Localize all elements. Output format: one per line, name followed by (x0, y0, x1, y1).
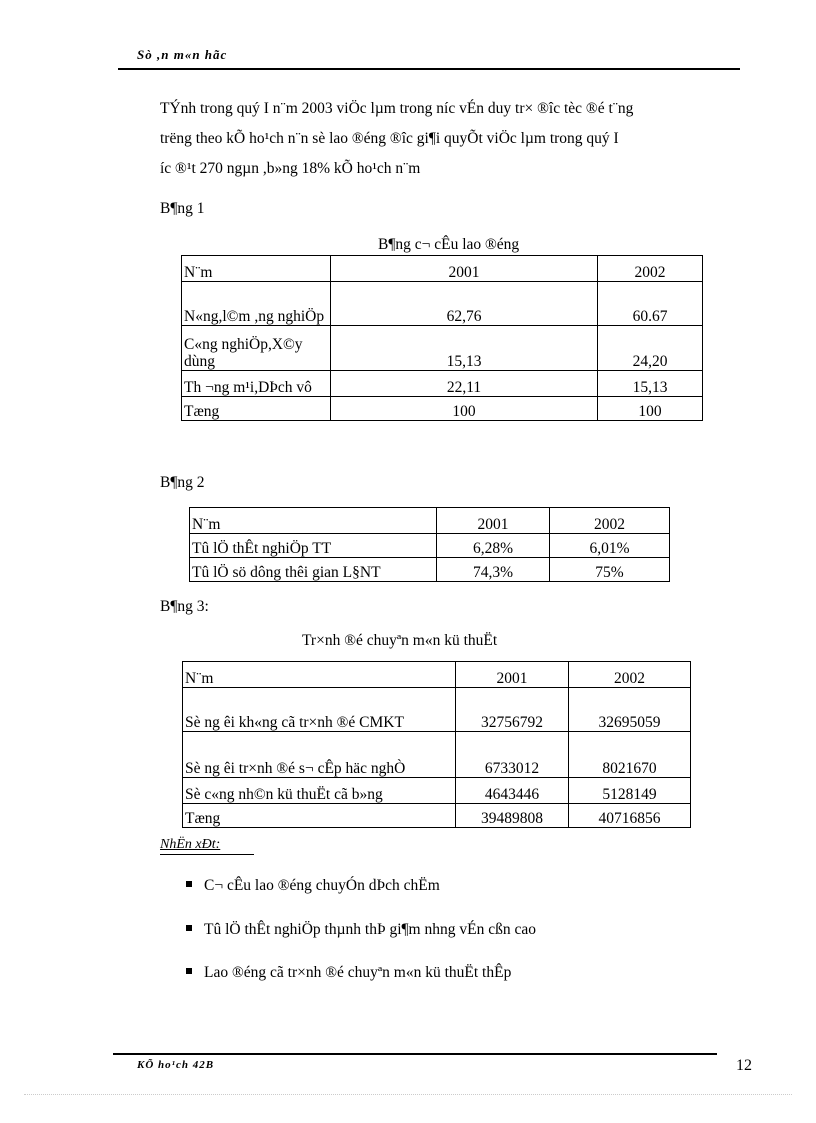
table-cell: 5128149 (569, 778, 691, 804)
table-header-cell: 2001 (437, 508, 550, 534)
list-item (186, 964, 511, 982)
table-row (182, 282, 703, 326)
table-row (183, 688, 691, 732)
bullet-text: Tû lÖ thÊt nghiÖp thµnh thÞ gi¶m nhng vÉn cßn cao (204, 921, 536, 938)
footer-rule (113, 1053, 717, 1055)
table-cell: Tû lÖ thÊt nghiÖp TT (190, 534, 437, 558)
bullet-square-icon (186, 968, 192, 974)
table1-label: B¶ng 1 (160, 200, 205, 217)
table-cell: Sè c«ng nh©n kü thuËt cã b»ng (183, 778, 456, 804)
table-cell: Th ¬ng m¹i,DÞch vô (182, 371, 331, 397)
table-cell: Sè ng êi tr×nh ®é s¬ cÊp häc nghÒ (183, 732, 456, 778)
table-row (190, 534, 670, 558)
bullet-text: C¬ cÊu lao ®éng chuyÓn dÞch chËm (204, 877, 440, 894)
header-rule (118, 68, 740, 70)
table-row (182, 371, 703, 397)
table1 (181, 255, 703, 421)
table-header-cell: N¨m (183, 662, 456, 688)
table-cell: 100 (598, 397, 703, 421)
table-cell: Tû lÖ sö dông thêi gian L§NT (190, 558, 437, 582)
table-row (182, 326, 703, 371)
table3-title: Tr×nh ®é chuyªn m«n kü thuËt (302, 632, 498, 649)
table-header-cell: 2001 (456, 662, 569, 688)
table-cell: N«ng,l©m ,ng nghiÖp (182, 282, 331, 326)
table-cell: 100 (331, 397, 598, 421)
table-cell: 40716856 (569, 804, 691, 828)
table3-label: B¶ng 3: (160, 598, 209, 615)
table-header-cell: N¨m (182, 256, 331, 282)
table-cell: 22,11 (331, 371, 598, 397)
table-cell: 62,76 (331, 282, 598, 326)
bullet-square-icon (186, 925, 192, 931)
table-cell: 60.67 (598, 282, 703, 326)
intro-line: TÝnh trong quý I n¨m 2003 viÖc lµm trong níc vÉn duy tr× ®îc tèc ®é t¨ng (160, 100, 634, 117)
table-header-row (183, 662, 691, 688)
page-number: 12 (736, 1057, 752, 1074)
table-cell: 32756792 (456, 688, 569, 732)
bullet-square-icon (186, 881, 192, 887)
table-cell: Sè ng êi kh«ng cã tr×nh ®é CMKT (183, 688, 456, 732)
table-row (183, 804, 691, 828)
list-item (186, 921, 536, 939)
running-footer: KÕ ho¹ch 42B (137, 1059, 215, 1071)
list-item (186, 877, 440, 895)
bullet-text: Lao ®éng cã tr×nh ®é chuyªn m«n kü thuËt thÊp (204, 964, 512, 981)
table-cell: 4643446 (456, 778, 569, 804)
remarks-rule (160, 854, 254, 855)
table3 (182, 661, 691, 828)
table-cell: 24,20 (598, 326, 703, 371)
table-header-cell: 2002 (569, 662, 691, 688)
table-cell: 15,13 (331, 326, 598, 371)
page-edge-rule (24, 1094, 792, 1095)
table-row (183, 732, 691, 778)
table-cell: 74,3% (437, 558, 550, 582)
table1-title: B¶ng c¬ cÊu lao ®éng (378, 236, 520, 253)
table2-label: B¶ng 2 (160, 474, 205, 491)
table-cell: 6733012 (456, 732, 569, 778)
table-header-cell: N¨m (190, 508, 437, 534)
table-header-row (182, 256, 703, 282)
table-cell: 32695059 (569, 688, 691, 732)
intro-line: íc ®¹t 270 ngµn ,b»ng 18% kÕ ho¹ch n¨m (160, 160, 421, 177)
intro-paragraph (160, 94, 742, 184)
running-header: Sò ,n m«n hãc (137, 47, 228, 62)
table-cell: Tæng (183, 804, 456, 828)
table-row (190, 558, 670, 582)
table-header-cell: 2001 (331, 256, 598, 282)
table-cell: 6,28% (437, 534, 550, 558)
table-cell: Tæng (182, 397, 331, 421)
table-row (183, 778, 691, 804)
table-cell: C«ng nghiÖp,X©y dùng (182, 326, 331, 371)
table-cell: 75% (550, 558, 670, 582)
table-header-cell: 2002 (598, 256, 703, 282)
table-header-row (190, 508, 670, 534)
intro-line: trëng theo kÕ ho¹ch n¨n sè lao ®éng ®îc gi¶i quyÕt viÖc lµm trong quý I (160, 130, 619, 147)
table-row (182, 397, 703, 421)
table-cell: 8021670 (569, 732, 691, 778)
table2 (189, 507, 670, 582)
table-cell: 6,01% (550, 534, 670, 558)
table-cell: 15,13 (598, 371, 703, 397)
remarks-title: NhËn xÐt: (160, 837, 221, 852)
table-cell: 39489808 (456, 804, 569, 828)
table-header-cell: 2002 (550, 508, 670, 534)
